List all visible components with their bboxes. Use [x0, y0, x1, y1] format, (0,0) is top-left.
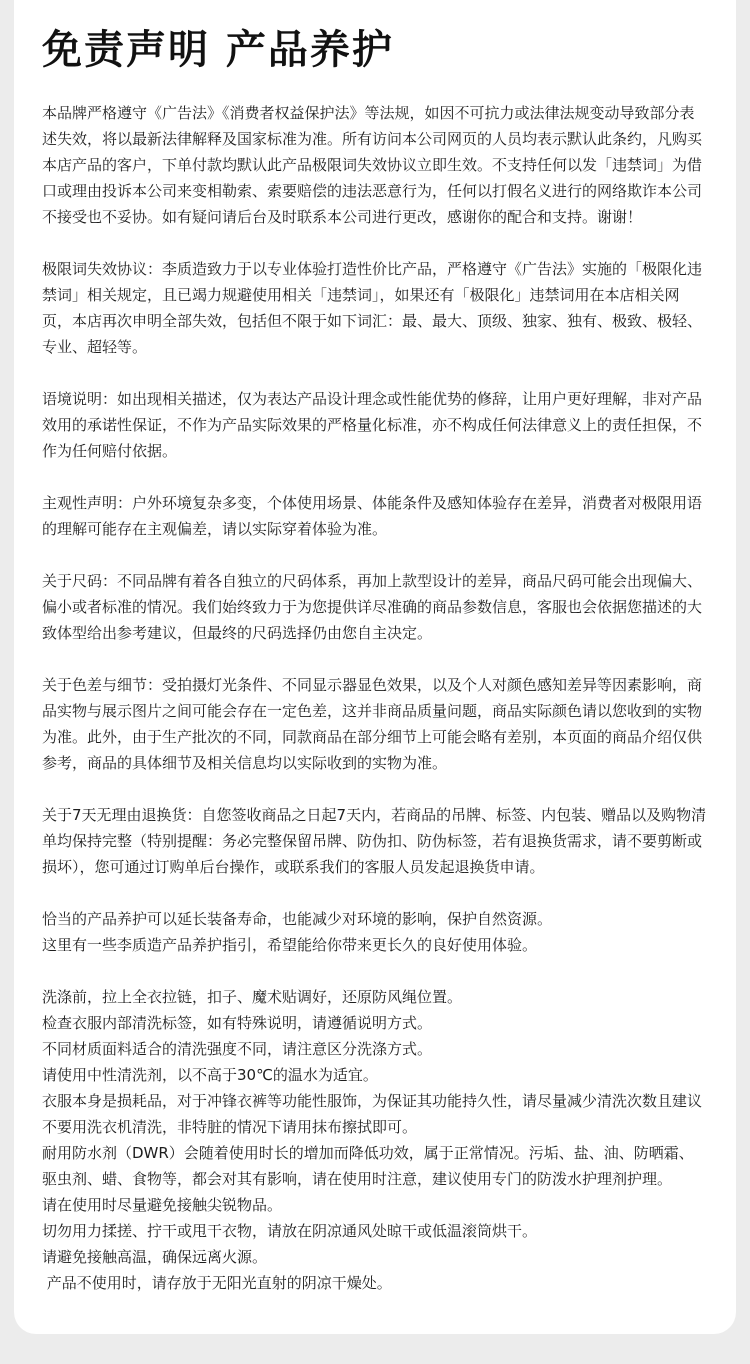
paragraph-color-and-details: 关于色差与细节：受拍摄灯光条件、不同显示器显色效果，以及个人对颜色感知差异等因素影响，商品实物与展示图片之间可能会存在一定色差，这并非商品质量问题，商品实际颜色请以您收到的实物为准。此外，由于生产批次的不同，同款商品在部分细节上可能会略有差别，本页面的商品介绍仅供参考，商品的具体细节及相关信息均以实际收到的实物为准。: [42, 676, 703, 772]
care-item: 洗涤前，拉上全衣拉链，扣子、魔术贴调好，还原防风绳位置。: [42, 988, 463, 1006]
care-item: 不同材质面料适合的清洗强度不同，请注意区分洗涤方式。: [42, 1040, 433, 1058]
care-item: 请避免接触高温，确保远离火源。: [42, 1248, 268, 1266]
care-item: 衣服本身是损耗品，对于冲锋衣裤等功能性服饰，为保证其功能持久性，请尽量减少清洗次数且建议不要用洗衣机清洗，非特脏的情况下请用抹布擦拭即可。: [42, 1092, 703, 1136]
paragraph-context-note: 语境说明：如出现相关描述，仅为表达产品设计理念或性能优势的修辞，让用户更好理解，非对产品效用的承诺性保证，不作为产品实际效果的严格量化标准，亦不构成任何法律意义上的责任担保，不作为任何赔付依据。: [42, 390, 703, 460]
paragraph-sizing: 关于尺码：不同品牌有着各自独立的尺码体系，再加上款型设计的差异，商品尺码可能会出现偏大、偏小或者标准的情况。我们始终致力于为您提供详尽准确的商品参数信息，客服也会依据您描述的大致体型给出参考建议，但最终的尺码选择仍由您自主决定。: [42, 572, 703, 642]
care-item: 请在使用时尽量避免接触尖锐物品。: [42, 1196, 283, 1214]
care-intro-line: 恰当的产品养护可以延长装备寿命，也能减少对环境的影响，保护自然资源。: [42, 910, 553, 928]
care-item: 产品不使用时，请存放于无阳光直射的阴凉干燥处。: [42, 1274, 392, 1292]
care-intro-line: 这里有一些李质造产品养护指引，希望能给你带来更长久的良好使用体验。: [42, 936, 538, 954]
document-body: [42, 100, 708, 1296]
care-item: 请使用中性清洗剂，以不高于30℃的温水为适宜。: [42, 1066, 378, 1084]
care-instructions-list: [42, 984, 708, 1296]
care-item: 切勿用力揉搓、拧干或甩干衣物，请放在阴凉通风处晾干或低温滚筒烘干。: [42, 1222, 538, 1240]
paragraph-general-disclaimer: 本品牌严格遵守《广告法》《消费者权益保护法》等法规，如因不可抗力或法律法规变动导致部分表述失效，将以最新法律解释及国家标准为准。所有访问本公司网页的人员均表示默认此条约，凡购买本店产品的客户，下单付款均默认此产品极限词失效协议立即生效。不支持任何以发「违禁词」为借口或理由投诉本公司来变相勒索、索要赔偿的违法恶意行为，任何以打假名义进行的网络欺诈本公司不接受也不妥协。如有疑问请后台及时联系本公司进行更改，感谢你的配合和支持。谢谢！: [42, 104, 703, 226]
care-intro: [42, 906, 708, 958]
paragraph-absolute-terms-agreement: 极限词失效协议：李质造致力于以专业体验打造性价比产品，严格遵守《广告法》实施的「极限化违禁词」相关规定，且已竭力规避使用相关「违禁词」，如果还有「极限化」违禁词用在本店相关网页，本店再次申明全部失效，包括但不限于如下词汇：最、最大、顶级、独家、独有、极致、极轻、专业、超轻等。: [42, 260, 703, 356]
paragraph-return-policy: 关于7天无理由退换货：自您签收商品之日起7天内，若商品的吊牌、标签、内包装、赠品以及购物清单均保持完整（特别提醒：务必完整保留吊牌、防伪扣、防伪标签，若有退换货需求，请不要剪断或损坏），您可通过订购单后台操作，或联系我们的客服人员发起退换货申请。: [42, 806, 707, 876]
page-title: 免责声明 产品养护: [42, 27, 394, 73]
care-item: 检查衣服内部清洗标签，如有特殊说明，请遵循说明方式。: [42, 1014, 433, 1032]
disclaimer-card: [14, 0, 736, 1334]
paragraph-subjectivity-statement: 主观性声明：户外环境复杂多变，个体使用场景、体能条件及感知体验存在差异，消费者对极限用语的理解可能存在主观偏差，请以实际穿着体验为准。: [42, 494, 703, 538]
care-item: 耐用防水剂（DWR）会随着使用时长的增加而降低功效，属于正常情况。污垢、盐、油、防晒霜、驱虫剂、蜡、食物等，都会对其有影响，请在使用时注意，建议使用专门的防泼水护理剂护理。: [42, 1144, 694, 1188]
